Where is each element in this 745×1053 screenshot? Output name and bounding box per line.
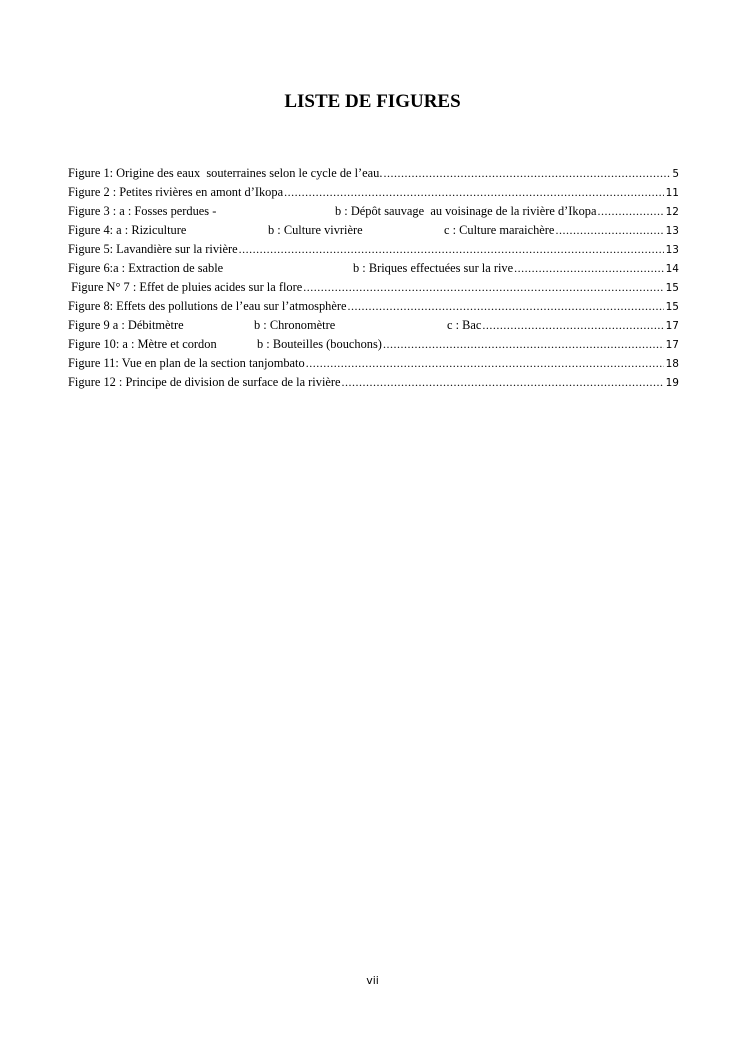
entry-title: Figure 2 : Petites rivières en amont d’Ikopa [68, 185, 284, 199]
toc-entry-figure-7[interactable] [68, 278, 679, 297]
entry-subtitle: c : Bac [447, 318, 482, 332]
toc-entry-figure-1[interactable] [68, 164, 679, 183]
entry-title: Figure 4: a : Riziculture [68, 223, 187, 237]
dot-leader [342, 373, 664, 392]
dot-leader [303, 278, 663, 297]
entry-title: Figure N° 7 : Effet de pluies acides sur la flore [68, 280, 303, 294]
entry-page-number: 14 [665, 263, 679, 275]
toc-entry-figure-4[interactable] [68, 221, 679, 240]
entry-title: Figure 5: Lavandière sur la rivière [68, 242, 238, 256]
entry-page-number: 12 [665, 206, 679, 218]
entry-title: Figure 11: Vue en plan de la section tanjombato [68, 356, 305, 370]
dot-leader [348, 297, 664, 316]
dot-leader [284, 183, 664, 202]
page-title: LISTE DE FIGURES [284, 91, 461, 112]
entry-subtitle: b : Chronomètre [254, 318, 336, 332]
entry-title: Figure 9 a : Débitmètre [68, 318, 184, 332]
entry-title: Figure 1: Origine des eaux souterraines selon le cycle de l’eau. [68, 166, 383, 180]
entry-page-number: 15 [665, 301, 679, 313]
toc-entry-figure-5[interactable] [68, 240, 679, 259]
list-of-figures [68, 164, 679, 392]
dot-leader [239, 240, 664, 259]
entry-page-number: 11 [665, 187, 679, 199]
toc-entry-figure-8[interactable] [68, 297, 679, 316]
entry-page-number: 17 [665, 320, 679, 332]
dot-leader [482, 316, 663, 335]
entry-subtitle: b : Bouteilles (bouchons) [257, 337, 382, 351]
entry-subtitle: b : Dépôt sauvage au voisinage de la rivière d’Ikopa [335, 204, 597, 218]
dot-leader [383, 164, 670, 183]
entry-page-number: 5 [672, 168, 679, 180]
toc-entry-figure-2[interactable] [68, 183, 679, 202]
dot-leader [555, 221, 663, 240]
entry-title: Figure 12 : Principe de division de surface de la rivière [68, 375, 341, 389]
dot-leader [514, 259, 664, 278]
toc-entry-figure-6[interactable] [68, 259, 679, 278]
entry-subtitle: c : Culture maraichère [444, 223, 555, 237]
dot-leader [598, 202, 664, 221]
entry-page-number: 19 [665, 377, 679, 389]
entry-title: Figure 8: Effets des pollutions de l’eau sur l’atmosphère [68, 299, 347, 313]
entry-page-number: 13 [665, 225, 679, 237]
dot-leader [306, 354, 664, 373]
entry-subtitle: b : Culture vivrière [268, 223, 363, 237]
entry-title: Figure 10: a : Mètre et cordon [68, 337, 217, 351]
entry-title: Figure 3 : a : Fosses perdues - [68, 204, 217, 218]
entry-page-number: 18 [665, 358, 679, 370]
entry-title: Figure 6:a : Extraction de sable [68, 261, 224, 275]
entry-subtitle: b : Briques effectuées sur la rive [353, 261, 514, 275]
page-number-footer: vii [366, 974, 379, 987]
entry-page-number: 17 [665, 339, 679, 351]
dot-leader [383, 335, 664, 354]
toc-entry-figure-3[interactable] [68, 202, 679, 221]
toc-entry-figure-10[interactable] [68, 335, 679, 354]
toc-entry-figure-11[interactable] [68, 354, 679, 373]
entry-page-number: 13 [665, 244, 679, 256]
toc-entry-figure-12[interactable] [68, 373, 679, 392]
entry-page-number: 15 [665, 282, 679, 294]
toc-entry-figure-9[interactable] [68, 316, 679, 335]
